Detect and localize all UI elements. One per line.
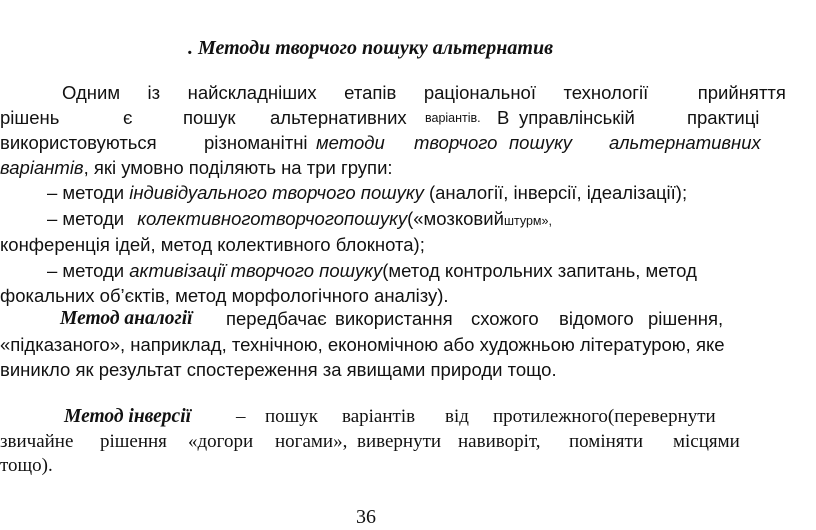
inversion-line-3: тощо).	[0, 455, 53, 476]
analogy-line-2: «підказаного», наприклад, технічною, економічною або художньою літературою, яке	[0, 334, 725, 355]
list-item-activation: – методи активізації творчого пошуку(метод контрольних запитань, метод	[47, 260, 697, 281]
list-item-individual: – методи індивідуального творчого пошуку (аналогії, інверсії, ідеалізації);	[47, 182, 688, 203]
paragraph-intro-line-1: Одним із найскладніших етапів раціональної технології прийняття	[62, 82, 786, 103]
analogy-term: Метод аналогії	[60, 308, 193, 329]
list-item-activation-cont: фокальних об’єктів, метод морфологічного аналізу).	[0, 285, 449, 306]
inversion-term: Метод інверсії	[64, 406, 192, 427]
list-item-collective: – методи колективноготворчогопошуку(«мозковийштурм»,	[47, 208, 552, 229]
analogy-line-3: виникло як результат спостереження за явищами природи тощо.	[0, 359, 557, 380]
list-item-collective-cont: конференція ідей, метод колективного блокнота);	[0, 234, 425, 255]
page-number: 36	[356, 506, 376, 528]
paragraph-intro-line-4: варіантів, які умовно поділяють на три групи:	[0, 157, 393, 178]
section-title: . Методи творчого пошуку альтернатив	[188, 37, 553, 59]
